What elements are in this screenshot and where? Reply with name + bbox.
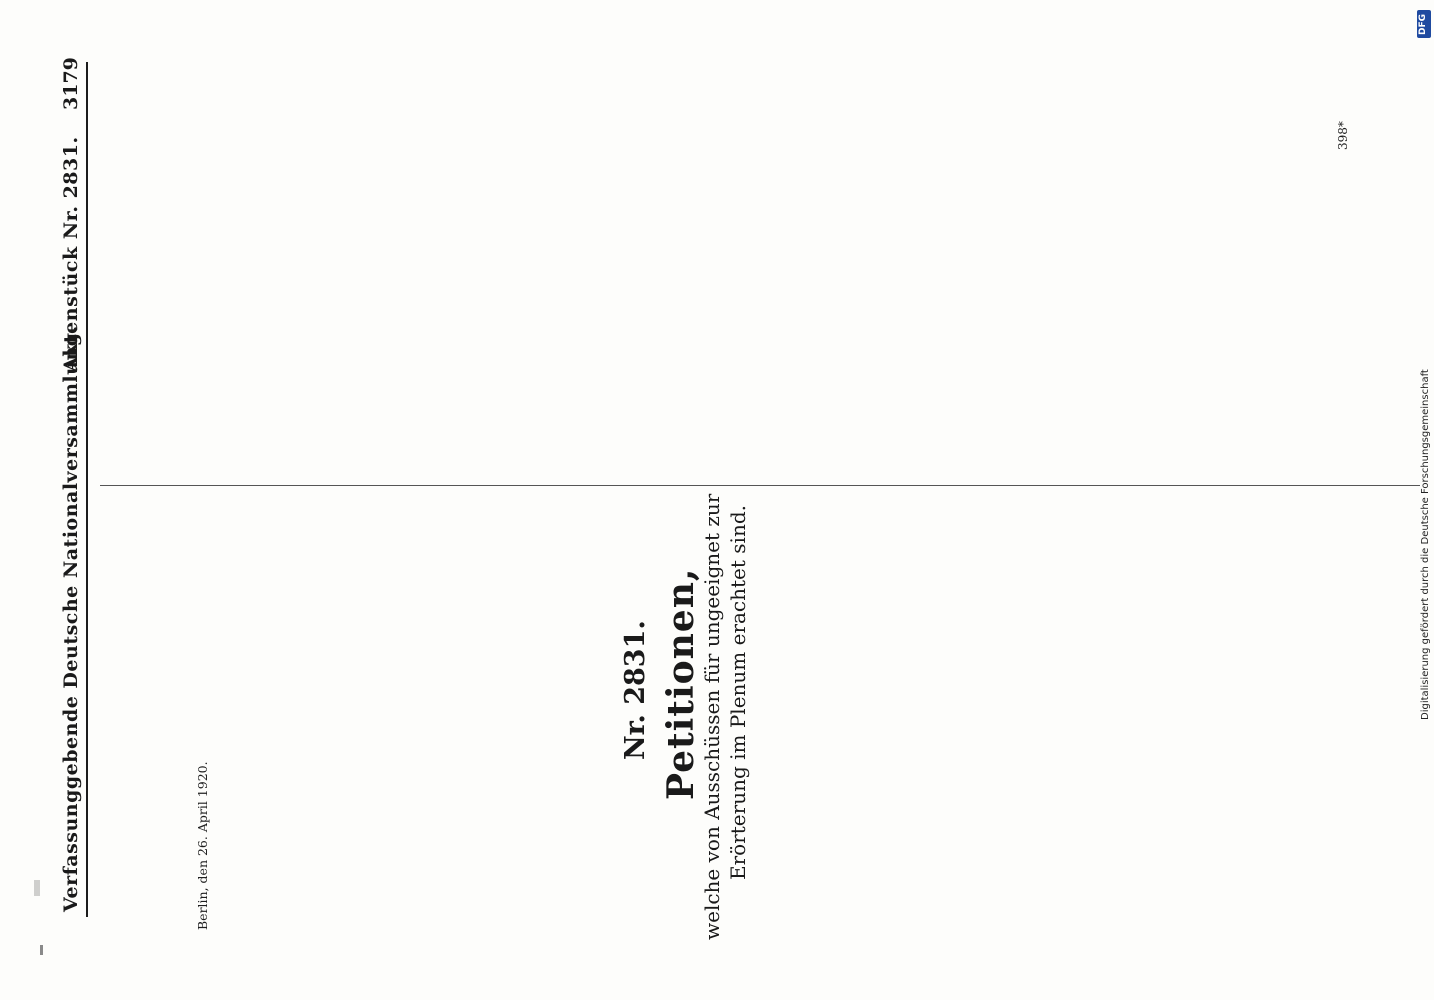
scan-speck <box>40 945 43 955</box>
column-divider <box>100 485 1420 486</box>
section-title: Petitionen, <box>660 567 702 800</box>
date-line: Berlin, den 26. April 1920. <box>195 761 210 930</box>
scan-speck <box>34 880 40 896</box>
running-header-docref: Aktenstück Nr. 2831. <box>60 136 82 372</box>
digitization-note: Digitalisierung gefördert durch die Deutsche Forschungsgemeinschaft <box>1420 369 1431 720</box>
header-rule <box>86 62 88 917</box>
page-number: 3179 <box>60 57 82 110</box>
signature-mark: 398* <box>1336 121 1350 150</box>
dfg-logo: DFG <box>1417 10 1431 38</box>
section-number: Nr. 2831. <box>620 620 651 760</box>
running-header-title: Verfassunggebende Deutsche Nationalversammlung. <box>60 325 82 912</box>
section-caption-1: welche von Ausschüssen für ungeeignet zur <box>700 493 724 940</box>
section-caption-2: Erörterung im Plenum erachtet sind. <box>726 505 750 880</box>
